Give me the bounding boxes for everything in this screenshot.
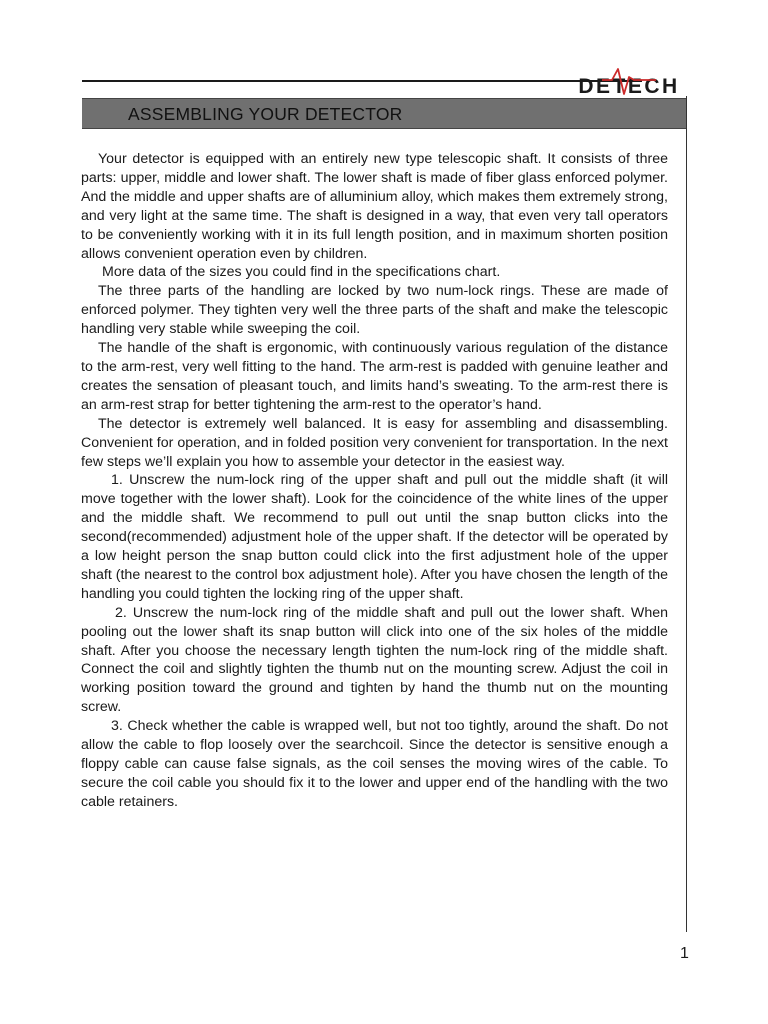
- right-rule: [686, 96, 687, 932]
- paragraph-sizes: More data of the sizes you could find in the specifications chart.: [102, 264, 501, 281]
- top-rule: [82, 80, 642, 82]
- detech-logo: [572, 66, 686, 96]
- page-number: 1: [680, 945, 689, 962]
- logo-text: DETECH: [578, 75, 680, 96]
- paragraph-step-1: 1. Unscrew the num-lock ring of the upper shaft and pull out the middle shaft (it will move together with the lower shaft). Look for the coincidence of the white lines of the upper and the middle shaft. We recommend to pull out until the snap button clicks into the second(recommended) adjustment hole of the upper shaft. If the detector will be operated by a low height person the snap button could click into the first adjustment hole of the upper shaft (the nearest to the control box adjustment hole). After you have chosen the length of the handling you could tighten the locking ring of the upper shaft.: [81, 472, 668, 602]
- paragraph-step-2: 2. Unscrew the num-lock ring of the middle shaft and pull out the lower shaft. When pooling out the lower shaft its snap button will click into one of the six holes of the middle shaft. After you choose the necessary length tighten the num-lock ring of the middle shaft. Connect the coil and slightly tighten the thumb nut on the mounting screw. Adjust the coil in working position toward the ground and tighten by hand the thumb nut on the mounting screw.: [81, 604, 668, 716]
- section-header-bar: [82, 98, 686, 129]
- section-title: ASSEMBLING YOUR DETECTOR: [128, 104, 403, 124]
- paragraph-handle: The handle of the shaft is ergonomic, with continuously various regulation of the distance to the arm-rest, very well fitting to the hand. The arm-rest is padded with genuine leather and creates the sensation of pleasant touch, and limits hand’s sweating. To the arm-rest there is an arm-rest strap for better tightening the arm-rest to the operator’s hand.: [81, 340, 668, 413]
- article-body: [81, 150, 668, 812]
- paragraph-intro: Your detector is equipped with an entirely new type telescopic shaft. It consists of three parts: upper, middle and lower shaft. The lower shaft is made of fiber glass enforced polymer. And the middle and upper shafts are of alluminium alloy, which makes them extremely strong, and very light at the same time. The shaft is designed in a way, that even very tall operators to be conveniently working with it in its full length position, and in maximum shorten position allows convenient operation even by children.: [81, 151, 668, 262]
- paragraph-step-3: 3. Check whether the cable is wrapped well, but not too tightly, around the shaft. Do not allow the cable to flop loosely over the searchcoil. Since the detector is sensitive enough a floppy cable can cause false signals, as the coil senses the moving wires of the cable. To secure the coil cable you should fix it to the lower and upper end of the handling with the two cable retainers.: [81, 718, 668, 810]
- paragraph-lock-rings: The three parts of the handling are locked by two num-lock rings. These are made of enforced polymer. They tighten very well the three parts of the shaft and make the telescopic handling very stable while sweeping the coil.: [81, 283, 668, 338]
- paragraph-balance: The detector is extremely well balanced. It is easy for assembling and disassembling. Convenient for operation, and in folded position very convenient for transportation. In the next few steps we’ll explain you how to assemble your detector in the easiest way.: [81, 415, 668, 470]
